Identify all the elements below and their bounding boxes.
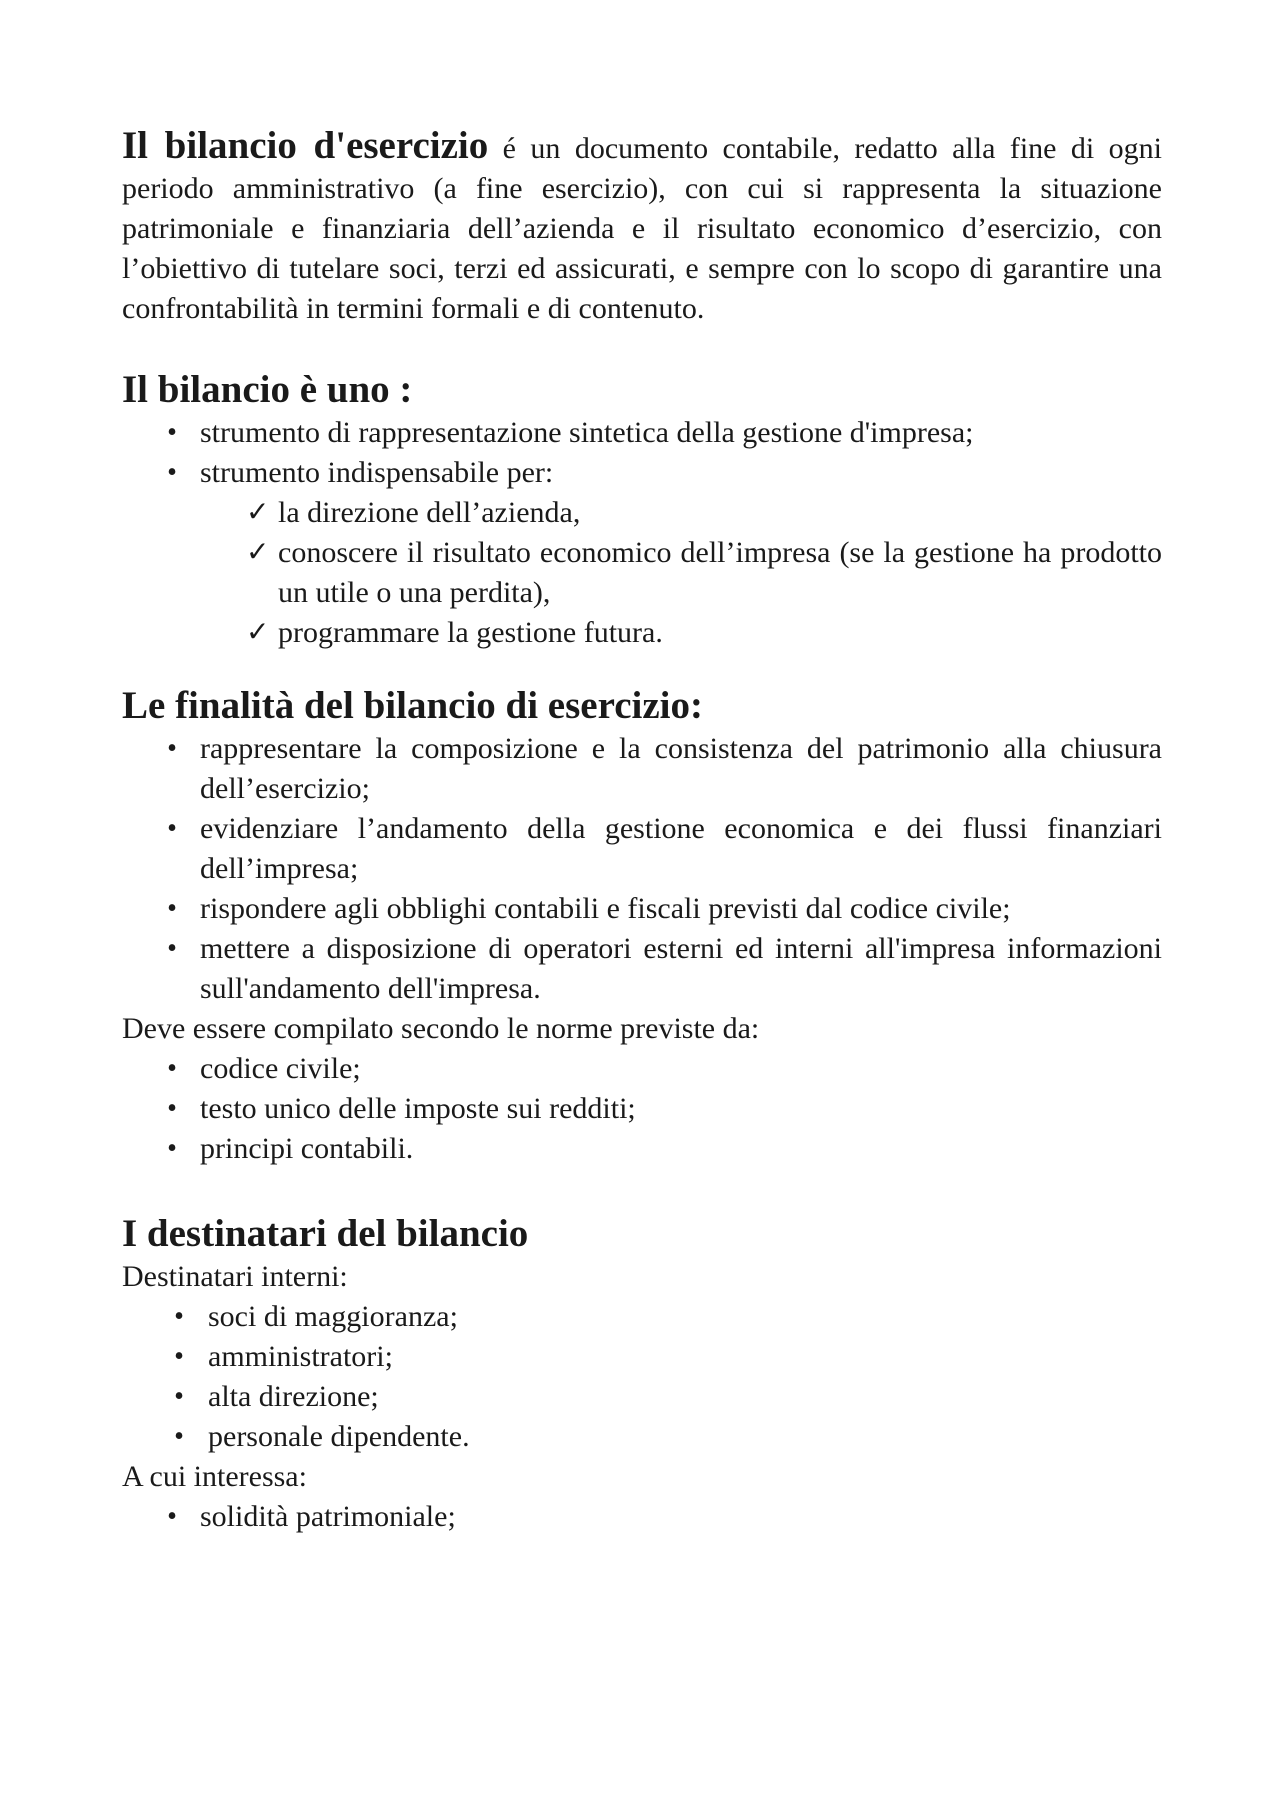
intro-lead-term: Il bilancio d'esercizio <box>122 124 489 167</box>
bullet-icon: • <box>174 1421 184 1452</box>
internal-recipients-label: Destinatari interni: <box>122 1260 348 1293</box>
bullet-icon: • <box>167 1501 177 1532</box>
section-heading-destinatari: I destinatari del bilancio <box>122 1212 529 1255</box>
bullet-icon: • <box>167 417 177 448</box>
list-item: • strumento di rappresentazione sintetica della gestione d'impresa; <box>122 413 1162 453</box>
checklist-item: ✓ la direzione dell’azienda, <box>278 493 1162 533</box>
bullet-icon: • <box>167 457 177 488</box>
bilancio-uno-list <box>122 413 1162 493</box>
bullet-icon: • <box>167 1053 177 1084</box>
intro-body-text: é un documento contabile, redatto alla fine di ogni periodo amministrativo (a fine esercizio), con cui si rappresenta la situazione patrimoniale e finanziaria dell’azienda e il risultato economico d’esercizio, con l’obiettivo di tutelare soci, terzi ed assicurati, e sempre con lo scopo di garantire una confrontabilità in termini formali e di contenuto. <box>122 132 1162 325</box>
list-item: • codice civile; <box>122 1049 1162 1089</box>
list-item: • principi contabili. <box>122 1129 1162 1169</box>
checkmark-icon: ✓ <box>246 617 270 648</box>
section-heading-bilancio-uno: Il bilancio è uno : <box>122 368 413 411</box>
bullet-icon: • <box>167 813 177 844</box>
intro-paragraph <box>122 126 1162 329</box>
list-item: • amministratori; <box>122 1337 1162 1377</box>
checklist-item: ✓ conoscere il risultato economico dell’impresa (se la gestione ha prodotto un utile o una perdita), <box>278 533 1162 613</box>
bullet-icon: • <box>167 1093 177 1124</box>
bullet-icon: • <box>174 1381 184 1412</box>
list-item: • testo unico delle imposte sui redditi; <box>122 1089 1162 1129</box>
list-item: • soci di maggioranza; <box>122 1297 1162 1337</box>
strumento-uses-checklist <box>246 493 1162 653</box>
list-item: • personale dipendente. <box>122 1417 1162 1457</box>
list-item: • mettere a disposizione di operatori esterni ed interni all'impresa informazioni sull'andamento dell'impresa. <box>122 929 1162 1009</box>
document-page <box>122 126 1162 1537</box>
norms-list <box>122 1049 1162 1169</box>
list-item: • alta direzione; <box>122 1377 1162 1417</box>
finalita-list <box>122 729 1162 1009</box>
bullet-icon: • <box>167 893 177 924</box>
checkmark-icon: ✓ <box>246 537 270 568</box>
bullet-icon: • <box>167 1133 177 1164</box>
list-item: • evidenziare l’andamento della gestione economica e dei flussi finanziari dell’impresa; <box>122 809 1162 889</box>
list-item: • rappresentare la composizione e la consistenza del patrimonio alla chiusura dell’esercizio; <box>122 729 1162 809</box>
checkmark-icon: ✓ <box>246 497 270 528</box>
section-heading-finalita: Le finalità del bilancio di esercizio: <box>122 684 703 727</box>
list-item: • solidità patrimoniale; <box>122 1497 1162 1537</box>
bullet-icon: • <box>174 1341 184 1372</box>
norms-intro-text: Deve essere compilato secondo le norme previste da: <box>122 1012 760 1045</box>
interests-label: A cui interessa: <box>122 1460 307 1493</box>
internal-recipients-list <box>122 1297 1162 1457</box>
list-item: • strumento indispensabile per: <box>122 453 1162 493</box>
interests-list <box>122 1497 1162 1537</box>
list-item: • rispondere agli obblighi contabili e fiscali previsti dal codice civile; <box>122 889 1162 929</box>
bullet-icon: • <box>167 933 177 964</box>
bullet-icon: • <box>167 733 177 764</box>
checklist-item: ✓ programmare la gestione futura. <box>278 613 1162 653</box>
bullet-icon: • <box>174 1301 184 1332</box>
